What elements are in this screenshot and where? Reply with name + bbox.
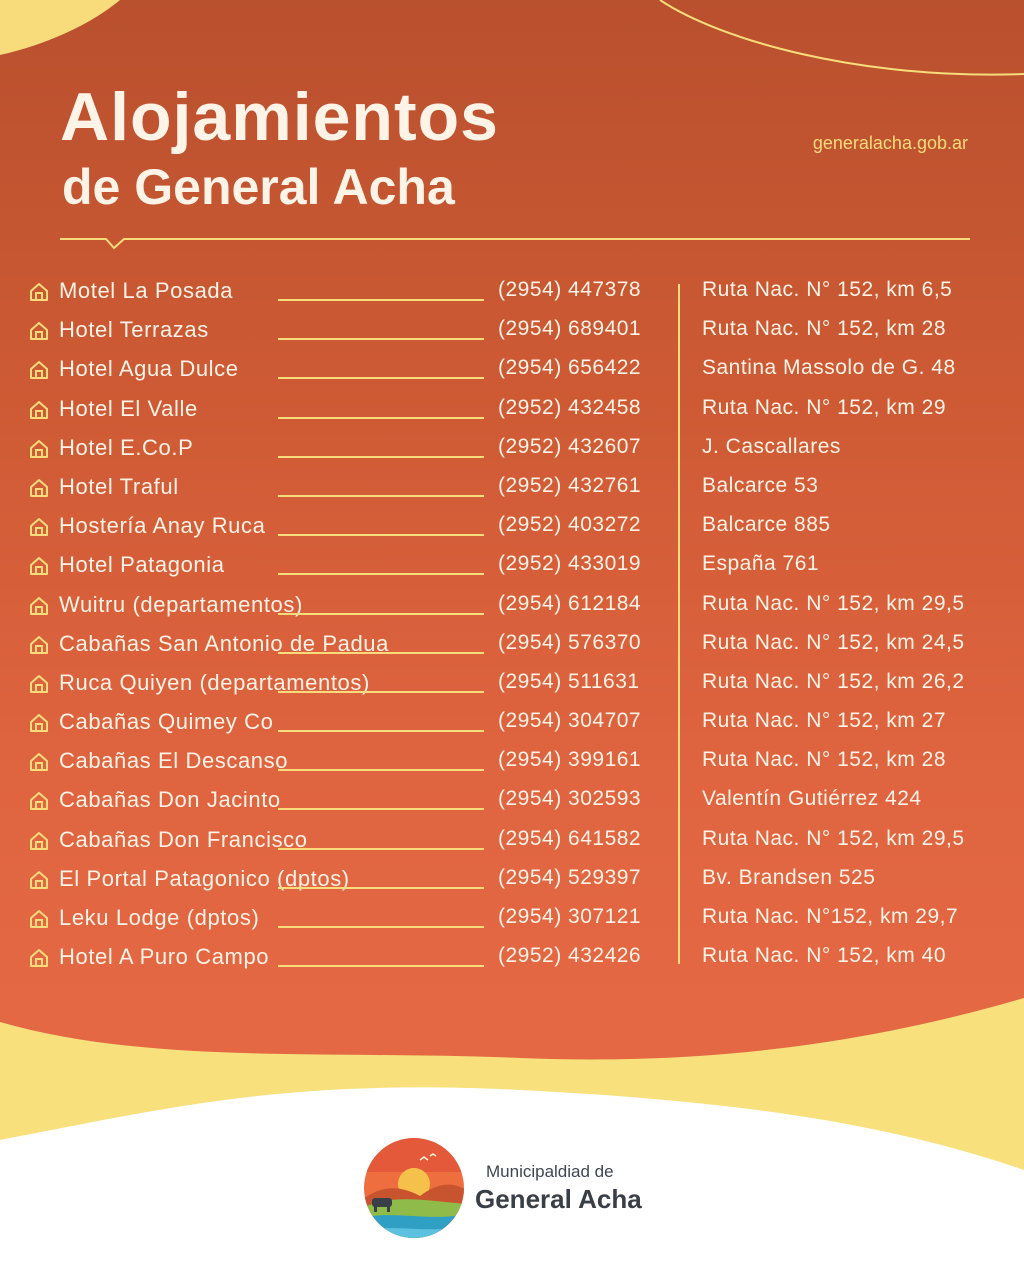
- municipality-logo-icon: [362, 1138, 466, 1242]
- home-icon: [28, 790, 50, 812]
- leader-line: [278, 456, 484, 458]
- lodging-name: Hostería Anay Ruca: [59, 513, 266, 539]
- home-icon: [28, 751, 50, 773]
- lodging-name: Leku Lodge (dptos): [59, 905, 260, 930]
- lodging-phone[interactable]: (2954) 641582: [498, 826, 642, 850]
- lodging-name: Hotel E.Co.P: [59, 434, 194, 460]
- list-item: [28, 587, 998, 626]
- leader-line: [278, 534, 484, 536]
- home-icon: [28, 947, 50, 969]
- lodging-address: Ruta Nac. N° 152, km 29,5: [702, 591, 965, 615]
- lodging-address: Ruta Nac. N° 152, km 26,2: [702, 669, 965, 693]
- home-icon: [28, 634, 50, 656]
- leader-line: [278, 613, 484, 615]
- lodging-phone[interactable]: (2954) 576370: [498, 630, 642, 654]
- lodging-name: Cabañas El Descanso: [59, 748, 289, 774]
- lodging-address: Ruta Nac. N° 152, km 29: [702, 395, 946, 419]
- lodging-address: Balcarce 53: [702, 473, 819, 497]
- top-right-curve: [660, 0, 1024, 75]
- lodging-name: Hotel Agua Dulce: [59, 356, 239, 382]
- lodging-address: Ruta Nac. N° 152, km 29,5: [702, 826, 965, 850]
- lodging-address: Valentín Gutiérrez 424: [702, 787, 922, 811]
- list-item: [28, 626, 998, 665]
- lodging-phone[interactable]: (2954) 656422: [498, 356, 642, 380]
- footer-logo: [362, 1138, 682, 1238]
- home-icon: [28, 399, 50, 421]
- leader-line: [278, 338, 484, 340]
- lodging-address: Balcarce 885: [702, 513, 831, 537]
- lodging-name: Hotel El Valle: [59, 395, 198, 421]
- municipality-label: Municipaldiad de: [486, 1162, 614, 1181]
- top-left-curve: [0, 0, 120, 55]
- lodging-phone[interactable]: (2954) 612184: [498, 591, 642, 615]
- leader-line: [278, 417, 484, 419]
- home-icon: [28, 555, 50, 577]
- list-item: [28, 351, 998, 390]
- page-title: Alojamientos: [60, 79, 499, 155]
- lodging-phone[interactable]: (2952) 432458: [498, 395, 642, 419]
- lodging-name: Cabañas Don Jacinto: [59, 787, 281, 813]
- lodging-address: Ruta Nac. N° 152, km 6,5: [702, 278, 953, 301]
- leader-line: [278, 965, 484, 967]
- lodging-address: J. Cascallares: [702, 434, 841, 458]
- lodging-name: Wuitru (departamentos): [59, 591, 303, 617]
- lodging-name: Hotel Terrazas: [59, 317, 209, 343]
- list-item: [28, 469, 998, 508]
- list-item: [28, 822, 998, 861]
- lodging-name: Ruca Quiyen (departamentos): [59, 669, 370, 695]
- list-item: [28, 391, 998, 430]
- lodging-phone[interactable]: (2954) 447378: [498, 278, 642, 301]
- home-icon: [28, 830, 50, 852]
- lodging-phone[interactable]: (2952) 432761: [498, 473, 642, 497]
- lodging-phone[interactable]: (2954) 304707: [498, 709, 642, 733]
- home-icon: [28, 869, 50, 891]
- leader-line: [278, 299, 484, 301]
- lodging-address: Ruta Nac. N° 152, km 40: [702, 944, 946, 968]
- lodging-address: España 761: [702, 552, 820, 576]
- list-item: [28, 782, 998, 821]
- lodging-phone[interactable]: (2954) 689401: [498, 317, 642, 341]
- lodging-list: [28, 273, 998, 978]
- lodging-address: Ruta Nac. N° 152, km 24,5: [702, 630, 965, 654]
- leader-line: [278, 769, 484, 771]
- lodging-phone[interactable]: (2954) 529397: [498, 865, 642, 889]
- home-icon: [28, 908, 50, 930]
- leader-line: [278, 652, 484, 654]
- list-item: [28, 273, 998, 312]
- lodging-address: Ruta Nac. N°152, km 29,7: [702, 905, 959, 928]
- list-item: [28, 430, 998, 469]
- lodging-name: Hotel Traful: [59, 473, 179, 499]
- lodging-address: Santina Massolo de G. 48: [702, 356, 956, 380]
- header-divider: [60, 226, 972, 250]
- home-icon: [28, 595, 50, 617]
- lodging-phone[interactable]: (2954) 399161: [498, 748, 642, 772]
- lodging-name: Cabañas San Antonio de Padua: [59, 630, 389, 656]
- lodging-address: Ruta Nac. N° 152, km 27: [702, 709, 946, 733]
- lodging-name: Cabañas Quimey Co: [59, 709, 274, 735]
- leader-line: [278, 808, 484, 810]
- leader-line: [278, 730, 484, 732]
- list-item: [28, 312, 998, 351]
- page-subtitle: de General Acha: [62, 159, 455, 215]
- lodging-phone[interactable]: (2952) 432607: [498, 434, 642, 458]
- leader-line: [278, 573, 484, 575]
- lodging-name: Hotel Patagonia: [59, 552, 225, 578]
- list-item: [28, 508, 998, 547]
- leader-line: [278, 495, 484, 497]
- lodging-phone[interactable]: (2952) 403272: [498, 513, 642, 537]
- list-item: [28, 743, 998, 782]
- leader-line: [278, 887, 484, 889]
- list-item: [28, 861, 998, 900]
- lodging-phone[interactable]: (2954) 307121: [498, 905, 642, 928]
- lodging-address: Ruta Nac. N° 152, km 28: [702, 748, 946, 772]
- lodging-address: Ruta Nac. N° 152, km 28: [702, 317, 946, 341]
- leader-line: [278, 848, 484, 850]
- home-icon: [28, 438, 50, 460]
- municipality-name: General Acha: [475, 1184, 642, 1214]
- home-icon: [28, 281, 50, 303]
- home-icon: [28, 712, 50, 734]
- list-item: [28, 900, 998, 939]
- lodging-phone[interactable]: (2952) 433019: [498, 552, 642, 576]
- lodging-name: Cabañas Don Francisco: [59, 826, 308, 852]
- list-item: [28, 547, 998, 586]
- lodging-phone[interactable]: (2952) 432426: [498, 944, 642, 968]
- home-icon: [28, 320, 50, 342]
- lodging-address: Bv. Brandsen 525: [702, 865, 876, 889]
- list-item: [28, 704, 998, 743]
- home-icon: [28, 673, 50, 695]
- home-icon: [28, 477, 50, 499]
- lodging-name: El Portal Patagonico (dptos): [59, 865, 350, 891]
- list-item: [28, 939, 998, 978]
- leader-line: [278, 926, 484, 928]
- home-icon: [28, 359, 50, 381]
- home-icon: [28, 516, 50, 538]
- lodging-name: Motel La Posada: [59, 278, 234, 303]
- lodging-name: Hotel A Puro Campo: [59, 944, 270, 970]
- list-item: [28, 665, 998, 704]
- leader-line: [278, 377, 484, 379]
- lodging-phone[interactable]: (2954) 511631: [498, 669, 640, 693]
- leader-line: [278, 691, 484, 693]
- website-link[interactable]: generalacha.gob.ar: [812, 133, 968, 153]
- lodging-phone[interactable]: (2954) 302593: [498, 787, 642, 811]
